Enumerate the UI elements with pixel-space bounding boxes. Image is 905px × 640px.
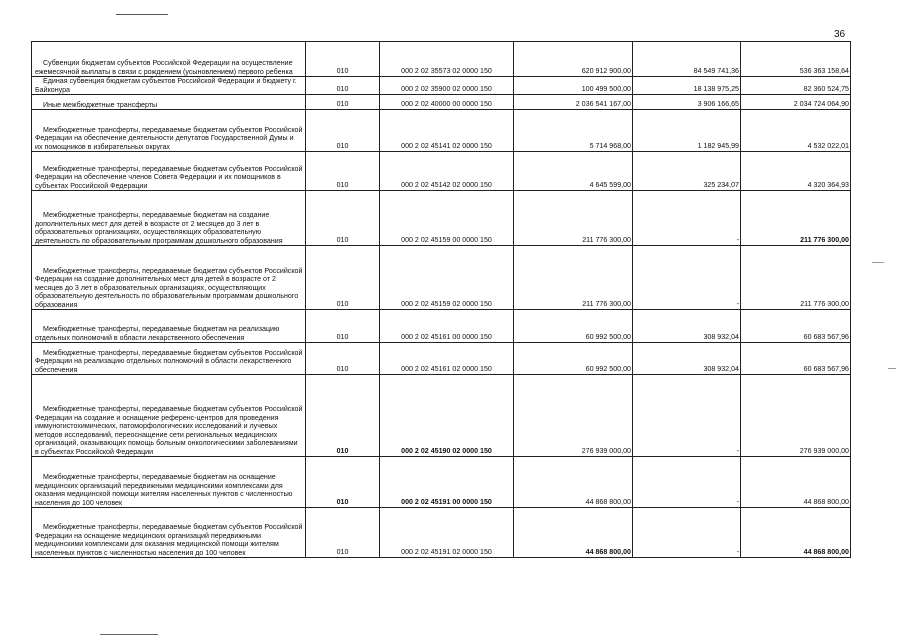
row-approved xyxy=(514,246,633,310)
row-approved-text: 100 499 500,00 xyxy=(581,84,631,93)
table-row xyxy=(32,343,851,375)
row-unexecuted-text: 536 363 158,64 xyxy=(799,66,849,75)
row-approved xyxy=(514,310,633,343)
row-code xyxy=(306,95,380,110)
row-kbk-text: 000 2 02 45159 02 0000 150 xyxy=(401,299,492,308)
row-unexecuted-text: 44 868 800,00 xyxy=(803,547,849,556)
table-row xyxy=(32,152,851,191)
table-row xyxy=(32,246,851,310)
table-row xyxy=(32,42,851,77)
row-name-text: Межбюджетные трансферты, передаваемые бюджетам субъектов Российской Федерации на реализацию отдельных полномочий в области лекарственного обеспечения xyxy=(35,348,303,374)
margin-mark xyxy=(888,368,896,369)
row-executed-text: 84 549 741,36 xyxy=(693,66,739,75)
row-kbk xyxy=(380,375,514,457)
row-name-text: Межбюджетные трансферты, передаваемые бюджетам субъектов Российской Федерации на оснащение медицинских организаций передвижными медицинскими комплексами для оказания медицинской помощи жителям населенных пунктов с численностью населения до 100 человек xyxy=(35,523,303,557)
table-row xyxy=(32,77,851,95)
row-kbk xyxy=(380,457,514,508)
row-approved xyxy=(514,191,633,246)
row-executed-text: 308 932,04 xyxy=(703,332,739,341)
row-executed-text: - xyxy=(736,497,739,506)
row-kbk-text: 000 2 02 45191 02 0000 150 xyxy=(401,547,492,556)
row-approved xyxy=(514,42,633,77)
row-approved xyxy=(514,343,633,375)
row-executed xyxy=(633,152,741,191)
row-executed-text: - xyxy=(736,547,739,556)
row-kbk xyxy=(380,310,514,343)
row-executed-text: - xyxy=(736,235,739,244)
row-code xyxy=(306,110,380,152)
row-approved-text: 44 868 800,00 xyxy=(585,547,631,556)
row-approved-text: 620 912 900,00 xyxy=(581,66,631,75)
table-row xyxy=(32,191,851,246)
row-code xyxy=(306,77,380,95)
row-name-text: Межбюджетные трансферты, передаваемые бюджетам на оснащение медицинских организаций передвижными медицинскими комплексами для оказания медицинской помощи жителям населенных пунктов с численностью населения до 100 человек xyxy=(35,473,293,507)
row-approved xyxy=(514,95,633,110)
row-kbk-text: 000 2 02 45191 00 0000 150 xyxy=(401,497,492,506)
row-executed-text: 1 182 945,99 xyxy=(697,141,739,150)
row-code xyxy=(306,191,380,246)
row-unexecuted-text: 276 939 000,00 xyxy=(799,446,849,455)
row-executed-text: 325 234,07 xyxy=(703,180,739,189)
row-executed-text: - xyxy=(736,299,739,308)
row-code-text: 010 xyxy=(336,141,349,150)
row-code-text: 010 xyxy=(336,364,349,373)
row-code-text: 010 xyxy=(336,446,349,455)
row-code xyxy=(306,42,380,77)
row-code-text: 010 xyxy=(336,299,349,308)
row-kbk xyxy=(380,42,514,77)
row-executed xyxy=(633,343,741,375)
row-unexecuted-text: 4 532 022,01 xyxy=(807,141,849,150)
row-kbk-text: 000 2 02 35573 02 0000 150 xyxy=(401,66,492,75)
row-executed xyxy=(633,508,741,558)
row-executed-text: 308 932,04 xyxy=(703,364,739,373)
row-name-text: Межбюджетные трансферты, передаваемые бюджетам на реализацию отдельных полномочий в области лекарственного обеспечения xyxy=(35,325,280,342)
row-unexecuted-text: 4 320 364,93 xyxy=(807,180,849,189)
row-name xyxy=(32,508,306,558)
row-name xyxy=(32,343,306,375)
row-name-text: Иные межбюджетные трансферты xyxy=(43,100,158,109)
row-executed xyxy=(633,191,741,246)
row-name xyxy=(32,246,306,310)
row-name xyxy=(32,42,306,77)
row-kbk xyxy=(380,191,514,246)
row-name xyxy=(32,152,306,191)
row-name xyxy=(32,457,306,508)
row-kbk xyxy=(380,110,514,152)
page-number: 36 xyxy=(834,29,846,40)
row-name-text: Межбюджетные трансферты, передаваемые бюджетам субъектов Российской Федерации на создание дополнительных мест для детей в возрасте от 2 месяцев до 3 лет в образовательных организациях, осуществляющих образовательную деятельность по образовательным программам дошкольного образования xyxy=(35,266,303,309)
row-name-text: Межбюджетные трансферты, передаваемые бюджетам субъектов Российской Федерации на обеспечение членов Совета Федерации и их помощников в субъектах Российской Федерации xyxy=(35,164,303,190)
row-approved-text: 60 992 500,00 xyxy=(585,332,631,341)
row-approved xyxy=(514,77,633,95)
row-kbk xyxy=(380,77,514,95)
row-kbk xyxy=(380,508,514,558)
margin-mark xyxy=(872,262,884,263)
row-approved xyxy=(514,375,633,457)
row-code xyxy=(306,152,380,191)
row-code-text: 010 xyxy=(336,84,349,93)
row-approved-text: 211 776 300,00 xyxy=(582,299,631,308)
row-executed-text: 18 138 975,25 xyxy=(693,84,739,93)
row-kbk-text: 000 2 02 45141 02 0000 150 xyxy=(401,141,492,150)
row-name xyxy=(32,191,306,246)
row-executed xyxy=(633,246,741,310)
row-approved-text: 276 939 000,00 xyxy=(581,446,631,455)
row-name xyxy=(32,310,306,343)
row-kbk-text: 000 2 02 45161 00 0000 150 xyxy=(401,332,492,341)
row-approved-text: 4 645 599,00 xyxy=(589,180,631,189)
row-code-text: 010 xyxy=(336,66,349,75)
row-executed xyxy=(633,95,741,110)
row-code-text: 010 xyxy=(336,547,349,556)
row-unexecuted xyxy=(741,343,851,375)
row-name xyxy=(32,95,306,110)
row-unexecuted-text: 211 776 300,00 xyxy=(800,235,849,244)
row-approved-text: 2 036 541 167,00 xyxy=(575,99,631,108)
row-approved-text: 211 776 300,00 xyxy=(582,235,631,244)
row-approved-text: 60 992 500,00 xyxy=(585,364,631,373)
row-code xyxy=(306,375,380,457)
row-executed xyxy=(633,457,741,508)
row-unexecuted xyxy=(741,191,851,246)
row-executed xyxy=(633,77,741,95)
row-kbk xyxy=(380,95,514,110)
row-unexecuted-text: 82 360 524,75 xyxy=(803,84,849,93)
row-name-text: Субвенции бюджетам субъектов Российской Федерации на осуществление ежемесячной выплаты в связи с рождением (усыновлением) первого ребенка xyxy=(35,59,293,76)
row-executed xyxy=(633,42,741,77)
row-code xyxy=(306,343,380,375)
row-unexecuted-text: 2 034 724 064,90 xyxy=(793,99,849,108)
row-kbk-text: 000 2 02 45190 02 0000 150 xyxy=(401,446,492,455)
row-kbk-text: 000 2 02 45159 00 0000 150 xyxy=(401,235,492,244)
row-code-text: 010 xyxy=(336,497,349,506)
row-unexecuted xyxy=(741,42,851,77)
row-unexecuted-text: 44 868 800,00 xyxy=(803,497,849,506)
row-executed-text: - xyxy=(736,446,739,455)
row-unexecuted xyxy=(741,508,851,558)
row-kbk xyxy=(380,246,514,310)
row-unexecuted xyxy=(741,77,851,95)
row-approved xyxy=(514,508,633,558)
table-row xyxy=(32,95,851,110)
row-name-text: Межбюджетные трансферты, передаваемые бюджетам субъектов Российской Федерации на обеспечение деятельности депутатов Государственной Думы и их помощников в избирательных округах xyxy=(35,125,303,151)
row-kbk xyxy=(380,152,514,191)
row-name-text: Межбюджетные трансферты, передаваемые бюджетам субъектов Российской Федерации на создание и оснащение референс-центров для проведения иммуногистохимических, патоморфологических исследований и лучевых методов исследований, переоснащение сети региональных медицинских организаций, оказывающих помощь больным онкологическими заболеваниями в субъектах Российской Федерации xyxy=(35,405,303,456)
row-name xyxy=(32,375,306,457)
table-row xyxy=(32,457,851,508)
row-code xyxy=(306,310,380,343)
row-kbk xyxy=(380,343,514,375)
row-unexecuted xyxy=(741,310,851,343)
row-unexecuted xyxy=(741,457,851,508)
row-code-text: 010 xyxy=(336,99,349,108)
row-executed xyxy=(633,310,741,343)
table-row xyxy=(32,310,851,343)
row-name xyxy=(32,77,306,95)
row-unexecuted xyxy=(741,110,851,152)
row-code-text: 010 xyxy=(336,332,349,341)
row-executed xyxy=(633,375,741,457)
row-kbk-text: 000 2 02 40000 00 0000 150 xyxy=(401,99,492,108)
row-code-text: 010 xyxy=(336,235,349,244)
row-approved xyxy=(514,110,633,152)
row-name-text: Межбюджетные трансферты, передаваемые бюджетам на создание дополнительных мест для детей в возрасте от 2 месяцев до 3 лет в образовательных организациях, осуществляющих образовательную деятельность по образовательным программам дошкольного образования xyxy=(35,211,283,245)
budget-table xyxy=(31,41,851,558)
row-name xyxy=(32,110,306,152)
row-approved-text: 44 868 800,00 xyxy=(585,497,631,506)
table-row xyxy=(32,508,851,558)
row-code xyxy=(306,508,380,558)
row-unexecuted xyxy=(741,375,851,457)
table-row xyxy=(32,375,851,457)
row-code xyxy=(306,246,380,310)
row-kbk-text: 000 2 02 45161 02 0000 150 xyxy=(401,364,492,373)
row-executed-text: 3 906 166,65 xyxy=(697,99,739,108)
row-unexecuted xyxy=(741,246,851,310)
row-approved xyxy=(514,152,633,191)
row-kbk-text: 000 2 02 35900 02 0000 150 xyxy=(401,84,492,93)
row-unexecuted-text: 60 683 567,96 xyxy=(803,364,849,373)
table-row xyxy=(32,110,851,152)
row-kbk-text: 000 2 02 45142 02 0000 150 xyxy=(401,180,492,189)
row-approved xyxy=(514,457,633,508)
row-name-text: Единая субвенция бюджетам субъектов Российской Федерации и бюджету г. Байконура xyxy=(35,77,297,94)
row-approved-text: 5 714 968,00 xyxy=(589,141,631,150)
row-unexecuted xyxy=(741,95,851,110)
top-stroke xyxy=(116,14,168,15)
row-executed xyxy=(633,110,741,152)
row-code xyxy=(306,457,380,508)
row-code-text: 010 xyxy=(336,180,349,189)
row-unexecuted-text: 211 776 300,00 xyxy=(800,299,849,308)
row-unexecuted-text: 60 683 567,96 xyxy=(803,332,849,341)
bottom-stroke xyxy=(100,634,158,635)
row-unexecuted xyxy=(741,152,851,191)
